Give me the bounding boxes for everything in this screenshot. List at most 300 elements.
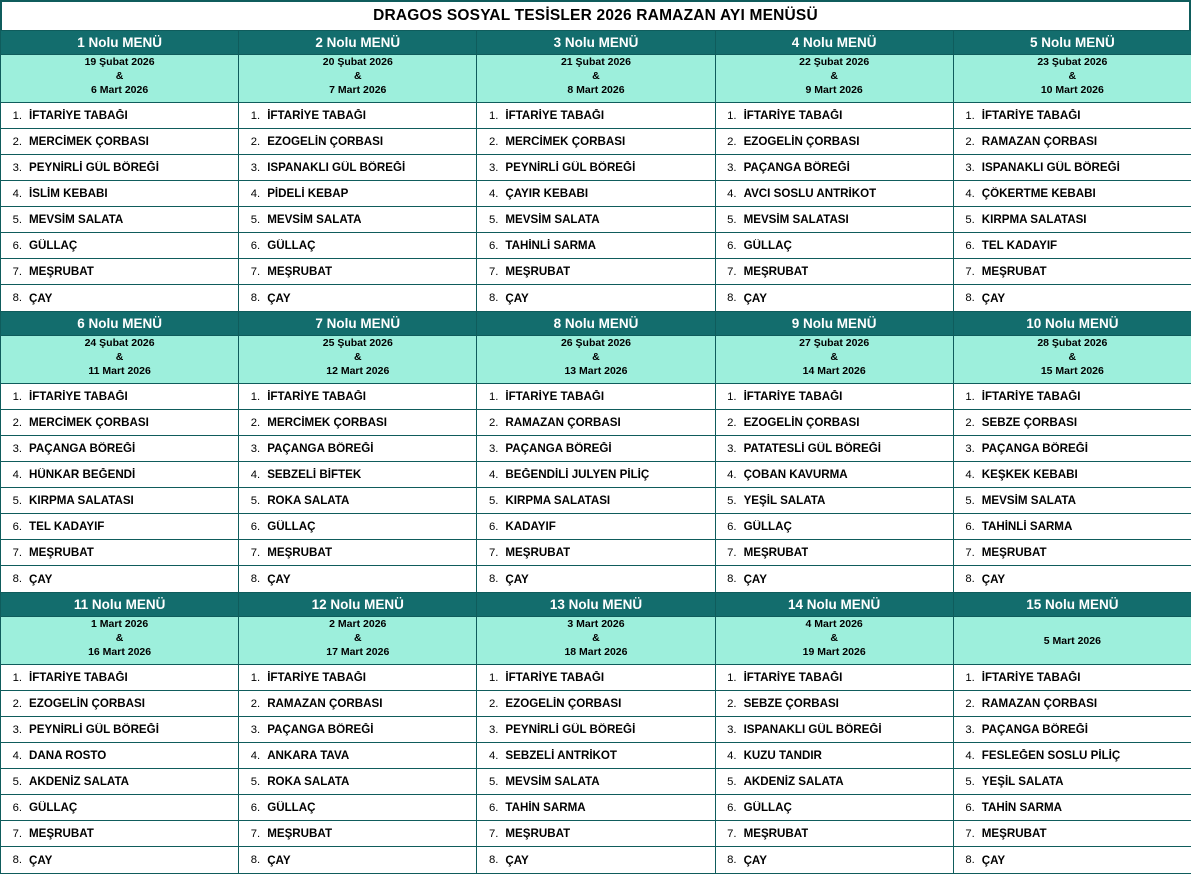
menu-item-label: İFTARİYE TABAĞI <box>27 109 128 122</box>
menu-item <box>954 488 1191 514</box>
menu-item-number: 5. <box>477 214 503 226</box>
menu-item-label: TAHİN SARMA <box>503 801 585 814</box>
menu-item <box>954 410 1191 436</box>
menu-item <box>716 129 953 155</box>
menu-item-number: 6. <box>1 240 27 252</box>
menu-item <box>1 285 238 311</box>
menu-item-number: 2. <box>239 417 265 429</box>
menu-item <box>477 462 714 488</box>
menu-item <box>1 410 238 436</box>
menu-item <box>1 769 238 795</box>
menu-item <box>954 717 1191 743</box>
menu-item-label: MEVSİM SALATA <box>27 213 123 226</box>
menu-header: 8 Nolu MENÜ <box>477 312 715 336</box>
menu-dates <box>477 336 715 384</box>
menu-item-label: ÇAY <box>27 573 52 586</box>
menu-date-separator: & <box>1 69 238 83</box>
menu-date-separator: & <box>1 350 238 364</box>
menu-item-label: AKDENİZ SALATA <box>27 775 129 788</box>
menu-item-label: İFTARİYE TABAĞI <box>265 109 366 122</box>
menu-item-number: 1. <box>239 391 265 403</box>
menu-item <box>477 436 714 462</box>
menu-date-secondary: 14 Mart 2026 <box>716 364 953 378</box>
menu-item-number: 5. <box>716 214 742 226</box>
menu-item-number: 7. <box>477 266 503 278</box>
menu-item-label: ÇAY <box>503 292 528 305</box>
menu-item <box>477 540 714 566</box>
menu-header-row <box>1 593 1191 617</box>
menu-item-number: 2. <box>239 698 265 710</box>
menu-date-separator: & <box>1 631 238 645</box>
menu-item-number: 3. <box>954 724 980 736</box>
menu-item-number: 1. <box>239 672 265 684</box>
menu-header-row <box>1 31 1191 55</box>
menu-items-cell <box>239 384 477 593</box>
menu-item-label: MEVSİM SALATA <box>503 775 599 788</box>
menu-items-row <box>1 103 1191 312</box>
menu-item <box>954 691 1191 717</box>
menu-date-primary: 25 Şubat 2026 <box>239 336 476 350</box>
menu-item-label: PİDELİ KEBAP <box>265 187 348 200</box>
menu-item <box>477 717 714 743</box>
menu-item-number: 2. <box>954 136 980 148</box>
menu-item-number: 4. <box>1 469 27 481</box>
menu-item-number: 6. <box>954 521 980 533</box>
menu-item-label: MERCİMEK ÇORBASI <box>265 416 387 429</box>
menu-item-list <box>1 384 238 592</box>
menu-dates <box>477 55 715 103</box>
menu-header: 4 Nolu MENÜ <box>715 31 953 55</box>
menu-item-list <box>477 103 714 311</box>
menu-date-primary: 5 Mart 2026 <box>954 634 1191 648</box>
menu-item-label: GÜLLAÇ <box>265 520 315 533</box>
menu-item-number: 2. <box>1 417 27 429</box>
menu-item <box>239 514 476 540</box>
menu-item <box>716 462 953 488</box>
menu-date-secondary: 17 Mart 2026 <box>239 645 476 659</box>
menu-item-label: TAHİNLİ SARMA <box>503 239 596 252</box>
menu-item-number: 6. <box>477 802 503 814</box>
menu-item <box>716 233 953 259</box>
menu-item-number: 7. <box>716 266 742 278</box>
menu-item-number: 5. <box>1 495 27 507</box>
menu-item-label: ÇAYIR KEBABI <box>503 187 588 200</box>
menu-item-number: 6. <box>239 521 265 533</box>
menu-item-label: ÇOBAN KAVURMA <box>742 468 848 481</box>
menu-item <box>1 384 238 410</box>
menu-item <box>239 566 476 592</box>
menu-item-number: 1. <box>1 672 27 684</box>
page-title: DRAGOS SOSYAL TESİSLER 2026 RAMAZAN AYI MENÜSÜ <box>373 7 818 25</box>
menu-item-label: FESLEĞEN SOSLU PİLİÇ <box>980 749 1121 762</box>
menu-items-cell <box>953 665 1191 874</box>
menu-item-label: MERCİMEK ÇORBASI <box>503 135 625 148</box>
menu-item-label: ÇAY <box>503 854 528 867</box>
menu-item-label: EZOGELİN ÇORBASI <box>742 416 860 429</box>
menu-item <box>1 795 238 821</box>
menu-item-number: 8. <box>239 573 265 585</box>
menu-item <box>1 488 238 514</box>
menu-item-number: 8. <box>1 292 27 304</box>
menu-date-secondary: 10 Mart 2026 <box>954 83 1191 97</box>
menu-item-number: 4. <box>716 750 742 762</box>
menu-item-number: 7. <box>954 828 980 840</box>
menu-item <box>1 103 238 129</box>
menu-item <box>954 436 1191 462</box>
menu-items-cell <box>477 103 715 312</box>
menu-item-label: SEBZELİ ANTRİKOT <box>503 749 617 762</box>
menu-item <box>954 566 1191 592</box>
menu-dates <box>477 617 715 665</box>
menu-item <box>954 207 1191 233</box>
menu-date-secondary: 16 Mart 2026 <box>1 645 238 659</box>
menu-item-label: MEVSİM SALATA <box>265 213 361 226</box>
menu-item-label: MEŞRUBAT <box>503 546 570 559</box>
menu-item-label: MEŞRUBAT <box>27 546 94 559</box>
menu-item-label: İFTARİYE TABAĞI <box>265 390 366 403</box>
menu-item <box>716 259 953 285</box>
menu-header: 5 Nolu MENÜ <box>953 31 1191 55</box>
menu-item <box>716 540 953 566</box>
menu-header: 12 Nolu MENÜ <box>239 593 477 617</box>
menu-item-number: 5. <box>239 214 265 226</box>
menu-item-label: ÇÖKERTME KEBABI <box>980 187 1096 200</box>
menu-item <box>716 665 953 691</box>
menu-item-number: 5. <box>1 776 27 788</box>
menu-item <box>954 233 1191 259</box>
menu-date-secondary: 7 Mart 2026 <box>239 83 476 97</box>
menu-item-number: 7. <box>1 266 27 278</box>
menu-item-label: EZOGELİN ÇORBASI <box>265 135 383 148</box>
menu-item-label: PATATESLİ GÜL BÖREĞİ <box>742 442 881 455</box>
menu-items-cell <box>1 384 239 593</box>
menu-item-label: RAMAZAN ÇORBASI <box>980 135 1097 148</box>
menu-date-separator: & <box>239 350 476 364</box>
menu-item-number: 5. <box>239 776 265 788</box>
menu-header: 2 Nolu MENÜ <box>239 31 477 55</box>
menu-item <box>954 155 1191 181</box>
menu-item-label: AVCI SOSLU ANTRİKOT <box>742 187 877 200</box>
menu-item <box>1 540 238 566</box>
menu-item-number: 3. <box>477 443 503 455</box>
menu-item-label: İFTARİYE TABAĞI <box>742 671 843 684</box>
menu-item-number: 4. <box>1 750 27 762</box>
menu-dates <box>239 55 477 103</box>
menu-item-label: ÇAY <box>742 292 767 305</box>
menu-item-number: 3. <box>239 443 265 455</box>
menu-item-number: 7. <box>954 547 980 559</box>
menu-items-cell <box>953 384 1191 593</box>
menu-dates-row <box>1 336 1191 384</box>
menu-item-number: 8. <box>239 854 265 866</box>
menu-item <box>716 436 953 462</box>
menu-item-label: MEŞRUBAT <box>742 827 809 840</box>
menu-item <box>239 181 476 207</box>
menu-item <box>1 743 238 769</box>
menu-item-number: 4. <box>477 469 503 481</box>
menu-item-label: KIRPMA SALATASI <box>503 494 610 507</box>
menu-item-label: KEŞKEK KEBABI <box>980 468 1078 481</box>
menu-date-separator: & <box>716 69 953 83</box>
menu-date-primary: 19 Şubat 2026 <box>1 55 238 69</box>
menu-item-number: 1. <box>954 672 980 684</box>
menu-item-label: MEŞRUBAT <box>265 827 332 840</box>
menu-item <box>239 410 476 436</box>
menu-item <box>716 514 953 540</box>
menu-item-label: EZOGELİN ÇORBASI <box>27 697 145 710</box>
menu-items-cell <box>477 665 715 874</box>
menu-item-number: 6. <box>716 802 742 814</box>
menu-item-label: PEYNİRLİ GÜL BÖREĞİ <box>503 161 635 174</box>
menu-item-label: ROKA SALATA <box>265 494 349 507</box>
document-title-bar <box>0 0 1191 30</box>
menu-item-label: ÇAY <box>742 573 767 586</box>
menu-item-label: ROKA SALATA <box>265 775 349 788</box>
menu-items-cell <box>239 665 477 874</box>
menu-item-number: 6. <box>239 802 265 814</box>
menu-item-number: 5. <box>477 776 503 788</box>
menu-item-number: 4. <box>239 469 265 481</box>
menu-item-label: MEŞRUBAT <box>503 265 570 278</box>
menu-item-label: ÇAY <box>980 292 1005 305</box>
menu-item-number: 4. <box>954 188 980 200</box>
menu-date-separator: & <box>716 631 953 645</box>
menu-item <box>239 488 476 514</box>
menu-item-number: 4. <box>954 750 980 762</box>
menu-item-number: 2. <box>716 136 742 148</box>
menu-item <box>1 847 238 873</box>
menu-item <box>477 233 714 259</box>
menu-item-number: 1. <box>477 672 503 684</box>
menu-item-label: ÇAY <box>27 854 52 867</box>
menu-item <box>716 795 953 821</box>
menu-dates <box>1 336 239 384</box>
menu-item <box>477 259 714 285</box>
menu-item <box>239 129 476 155</box>
menu-item-label: GÜLLAÇ <box>27 239 77 252</box>
menu-item-number: 1. <box>716 672 742 684</box>
menu-item <box>477 514 714 540</box>
menu-item-label: ISPANAKLI GÜL BÖREĞİ <box>980 161 1120 174</box>
menu-item-number: 5. <box>716 776 742 788</box>
menu-item-label: İFTARİYE TABAĞI <box>503 109 604 122</box>
menu-item-number: 2. <box>1 136 27 148</box>
menu-item-number: 6. <box>477 240 503 252</box>
menu-item <box>716 488 953 514</box>
menu-item-number: 6. <box>1 521 27 533</box>
menu-item <box>716 207 953 233</box>
menu-item <box>954 514 1191 540</box>
menu-dates <box>953 617 1191 665</box>
menu-item-number: 8. <box>477 854 503 866</box>
menu-item-label: KIRPMA SALATASI <box>980 213 1087 226</box>
menu-item-number: 1. <box>1 110 27 122</box>
menu-item-label: GÜLLAÇ <box>265 239 315 252</box>
menu-item-label: PAÇANGA BÖREĞİ <box>27 442 135 455</box>
menu-item <box>954 665 1191 691</box>
menu-date-secondary: 8 Mart 2026 <box>477 83 714 97</box>
menu-item <box>716 181 953 207</box>
menu-item-label: SEBZELİ BİFTEK <box>265 468 361 481</box>
menu-item <box>239 155 476 181</box>
menu-item-number: 2. <box>477 417 503 429</box>
menu-item-label: ÇAY <box>742 854 767 867</box>
menu-items-row <box>1 384 1191 593</box>
menu-item-number: 1. <box>1 391 27 403</box>
menu-item-number: 3. <box>954 162 980 174</box>
menu-item <box>477 103 714 129</box>
menu-item <box>954 743 1191 769</box>
menu-item <box>954 181 1191 207</box>
menu-item-label: EZOGELİN ÇORBASI <box>742 135 860 148</box>
menu-item-label: TAHİNLİ SARMA <box>980 520 1073 533</box>
menu-item-list <box>1 103 238 311</box>
menu-dates <box>239 336 477 384</box>
menu-item-number: 5. <box>954 214 980 226</box>
menu-item-label: ÇAY <box>27 292 52 305</box>
menu-item <box>477 795 714 821</box>
menu-item-label: PAÇANGA BÖREĞİ <box>265 723 373 736</box>
menu-item <box>954 103 1191 129</box>
menu-item-label: MEŞRUBAT <box>980 546 1047 559</box>
menu-item <box>477 743 714 769</box>
menu-item <box>239 462 476 488</box>
menu-item <box>477 566 714 592</box>
menu-item <box>477 129 714 155</box>
menu-item-label: İFTARİYE TABAĞI <box>742 390 843 403</box>
menu-item-label: TAHİN SARMA <box>980 801 1062 814</box>
menu-header: 15 Nolu MENÜ <box>953 593 1191 617</box>
menu-item-label: MEŞRUBAT <box>503 827 570 840</box>
menu-item-label: MEŞRUBAT <box>265 265 332 278</box>
menu-item-label: MEVSİM SALATA <box>980 494 1076 507</box>
menu-date-primary: 1 Mart 2026 <box>1 617 238 631</box>
menu-item-label: ÇAY <box>980 573 1005 586</box>
menu-date-primary: 21 Şubat 2026 <box>477 55 714 69</box>
menu-item-label: İFTARİYE TABAĞI <box>980 109 1081 122</box>
menu-item-number: 7. <box>1 547 27 559</box>
menu-header: 11 Nolu MENÜ <box>1 593 239 617</box>
menu-item-label: PAÇANGA BÖREĞİ <box>980 723 1088 736</box>
menu-item-number: 4. <box>477 750 503 762</box>
menu-item-label: İFTARİYE TABAĞI <box>503 390 604 403</box>
menu-item-label: PAÇANGA BÖREĞİ <box>742 161 850 174</box>
menu-date-primary: 3 Mart 2026 <box>477 617 714 631</box>
menu-item <box>1 691 238 717</box>
menu-item-number: 3. <box>477 724 503 736</box>
menu-date-separator: & <box>477 350 714 364</box>
menu-item-number: 7. <box>239 266 265 278</box>
menu-item-label: TEL KADAYIF <box>980 239 1057 252</box>
menu-item-label: İFTARİYE TABAĞI <box>265 671 366 684</box>
menu-item <box>954 384 1191 410</box>
menu-item-label: MEŞRUBAT <box>980 827 1047 840</box>
menu-item <box>477 847 714 873</box>
menu-item <box>716 285 953 311</box>
menu-date-primary: 27 Şubat 2026 <box>716 336 953 350</box>
menu-item-label: ÇAY <box>265 854 290 867</box>
menu-date-primary: 24 Şubat 2026 <box>1 336 238 350</box>
menu-dates <box>715 55 953 103</box>
menu-item-number: 1. <box>477 391 503 403</box>
menu-item <box>716 384 953 410</box>
menu-item <box>954 795 1191 821</box>
menu-item <box>477 488 714 514</box>
menu-item-number: 7. <box>477 547 503 559</box>
menu-item-number: 4. <box>1 188 27 200</box>
menu-item <box>716 847 953 873</box>
menu-item <box>716 103 953 129</box>
menu-date-secondary: 18 Mart 2026 <box>477 645 714 659</box>
menu-item-label: TEL KADAYIF <box>27 520 104 533</box>
menu-item-number: 8. <box>954 854 980 866</box>
menu-item <box>239 769 476 795</box>
menu-item-number: 8. <box>954 573 980 585</box>
menu-item <box>716 821 953 847</box>
menu-item-number: 6. <box>716 521 742 533</box>
menu-item-label: AKDENİZ SALATA <box>742 775 844 788</box>
menu-item <box>477 384 714 410</box>
menu-item-number: 3. <box>239 724 265 736</box>
menu-item-label: EZOGELİN ÇORBASI <box>503 697 621 710</box>
menu-item-number: 2. <box>477 136 503 148</box>
menu-date-separator: & <box>477 69 714 83</box>
menu-item-number: 4. <box>477 188 503 200</box>
menu-item-number: 2. <box>477 698 503 710</box>
menu-item <box>477 181 714 207</box>
menu-item <box>716 743 953 769</box>
menu-date-primary: 28 Şubat 2026 <box>954 336 1191 350</box>
menu-dates <box>953 55 1191 103</box>
menu-item <box>716 769 953 795</box>
menu-item <box>239 207 476 233</box>
menu-item-number: 3. <box>1 162 27 174</box>
menu-dates-row <box>1 55 1191 103</box>
menu-item-number: 3. <box>716 724 742 736</box>
menu-item-label: ÇAY <box>980 854 1005 867</box>
menu-items-cell <box>1 665 239 874</box>
menu-item <box>716 717 953 743</box>
menu-item-number: 3. <box>1 724 27 736</box>
menu-dates <box>715 617 953 665</box>
menu-item <box>239 540 476 566</box>
menu-item <box>1 181 238 207</box>
menu-header-row <box>1 312 1191 336</box>
menu-date-primary: 26 Şubat 2026 <box>477 336 714 350</box>
menu-item-number: 7. <box>716 547 742 559</box>
menu-items-cell <box>477 384 715 593</box>
menu-date-secondary: 11 Mart 2026 <box>1 364 238 378</box>
menu-item-label: RAMAZAN ÇORBASI <box>265 697 382 710</box>
menu-item <box>954 540 1191 566</box>
menu-item-label: GÜLLAÇ <box>27 801 77 814</box>
menu-item-label: ÇAY <box>503 573 528 586</box>
menu-item <box>239 847 476 873</box>
menu-item-label: ISPANAKLI GÜL BÖREĞİ <box>265 161 405 174</box>
menu-item-label: MEŞRUBAT <box>27 265 94 278</box>
menu-item <box>477 285 714 311</box>
menu-item-number: 3. <box>716 443 742 455</box>
menu-item <box>1 259 238 285</box>
menu-item-number: 5. <box>239 495 265 507</box>
menu-items-row <box>1 665 1191 874</box>
menu-item <box>239 795 476 821</box>
menu-item-label: MEŞRUBAT <box>265 546 332 559</box>
menu-item <box>1 462 238 488</box>
menu-item <box>954 769 1191 795</box>
menu-item <box>954 847 1191 873</box>
menu-header: 1 Nolu MENÜ <box>1 31 239 55</box>
